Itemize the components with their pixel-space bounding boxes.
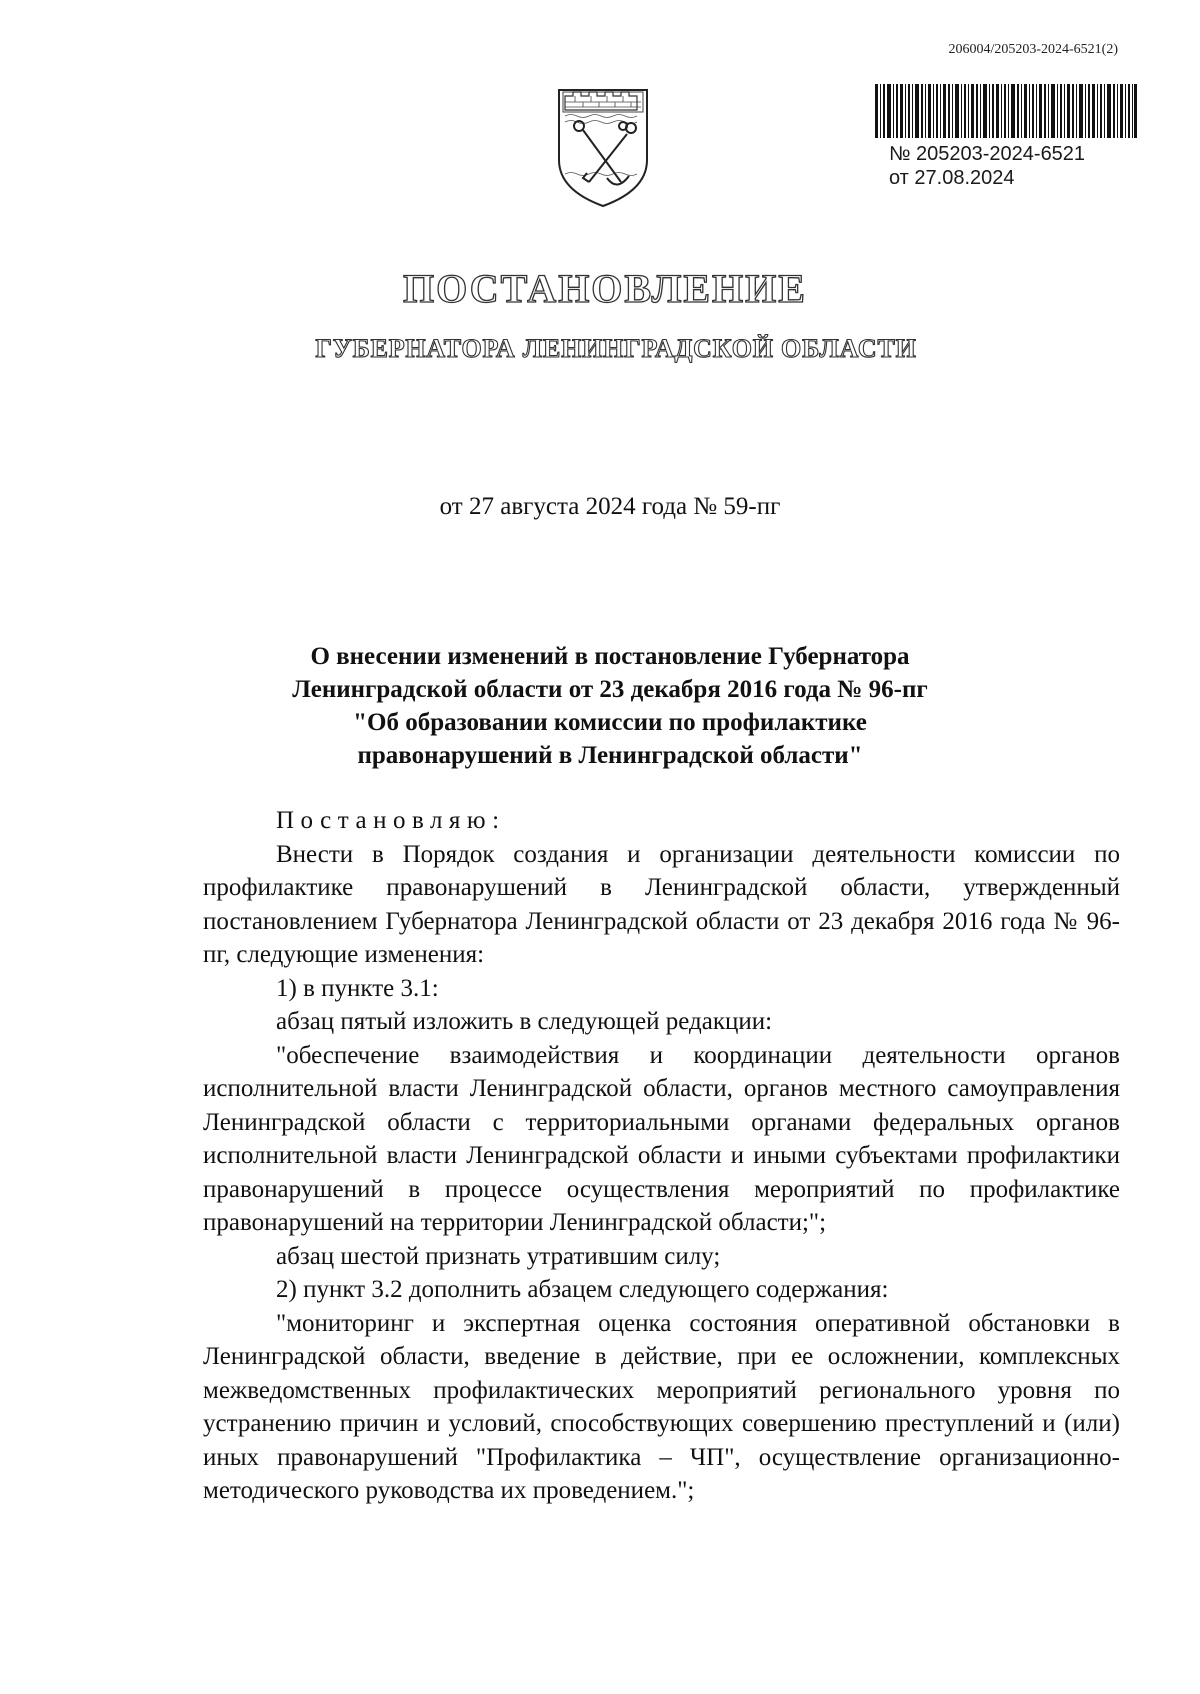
decree-word: Постановляю:: [276, 807, 506, 834]
registration-number: № 205203-2024-6521: [889, 143, 1086, 165]
issuer-heading: ГУБЕРНАТОРА ЛЕНИНГРАДСКОЙ ОБЛАСТИ: [315, 334, 917, 363]
document-date-number: от 27 августа 2024 года № 59-пг: [439, 493, 781, 520]
item-1-heading: 1) в пункте 3.1:: [276, 974, 439, 1002]
registration-block: [889, 142, 1085, 190]
registration-date: от 27.08.2024: [889, 167, 1015, 189]
document-type-heading: ПОСТАНОВЛЕНИЕ: [403, 266, 807, 311]
item-1-quote: "обеспечение взаимодействия и координации деятельности органов исполнительной власти Ленинградской области, органов местного самоуправления Ленинградской области с территориальными органами федеральных органов исполнительной власти Ленинградской области и иными субъектами профилактики правонарушений в процессе осуществления мероприятий по профилактике правонарушений на территории Ленинградской области;";: [203, 1041, 1120, 1236]
subject-line: правонарушений в Ленинградской области": [357, 742, 863, 769]
item-1-second-instruction: абзац шестой признать утратившим силу;: [276, 1242, 721, 1270]
item-2-quote: "мониторинг и экспертная оценка состояния оперативной обстановки в Ленинградской области, введение в действие, при ее осложнении, комплексных межведомственных профилактических мероприятий регионального уровня по устранению причин и условий, способствующих совершению преступлений и (или) иных правонарушений "Профилактика – ЧП", осуществление организационно-методического руководства их проведением.";: [203, 1309, 1120, 1504]
document-subject: [0, 640, 1200, 772]
item-2-heading: 2) пункт 3.2 дополнить абзацем следующего содержания:: [276, 1276, 889, 1303]
intro-paragraph: Внести в Порядок создания и организации деятельности комиссии по профилактике правонарушений в Ленинградской области, утвержденный постановлением Губернатора Ленинградской области от 23 декабря 2016 года № 96-пг, следующие изменения:: [203, 840, 1120, 968]
barcode-icon: [875, 84, 1137, 138]
coat-of-arms-icon: [553, 82, 653, 210]
item-1-instruction: абзац пятый изложить в следующей редакции:: [276, 1008, 773, 1035]
document-body: [203, 804, 1120, 1508]
subject-line: "Об образовании комиссии по профилактике: [353, 709, 867, 736]
document-code: 206004/205203-2024-6521(2): [948, 42, 1118, 57]
subject-line: О внесении изменений в постановление Губернатора: [310, 643, 910, 670]
subject-line: Ленинградской области от 23 декабря 2016 года № 96-пг: [292, 676, 928, 703]
